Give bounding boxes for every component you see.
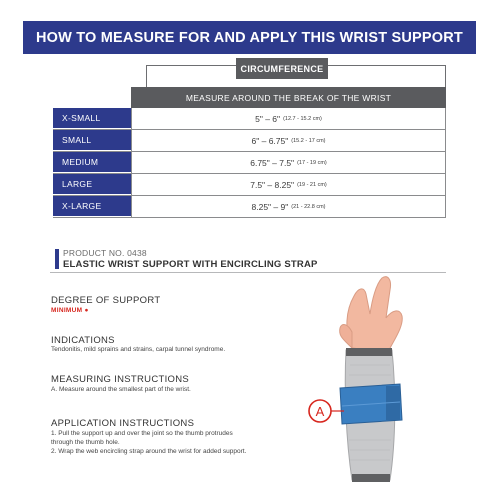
size-value xyxy=(131,196,446,217)
sleeve-bottom-band xyxy=(352,474,390,482)
size-cm: (15.2 - 17 cm) xyxy=(291,137,326,144)
product-accent-bar xyxy=(55,249,59,269)
size-label: LARGE xyxy=(53,174,131,195)
product-title: ELASTIC WRIST SUPPORT WITH ENCIRCLING STRAP xyxy=(63,259,318,270)
size-row xyxy=(53,174,446,196)
size-table xyxy=(53,108,446,218)
indications-title: INDICATIONS xyxy=(51,335,115,346)
application-line-3: 2. Wrap the web encircling strap around the wrist for added support. xyxy=(51,448,247,455)
size-row xyxy=(53,196,446,218)
size-row xyxy=(53,152,446,174)
size-label: X-SMALL xyxy=(53,108,131,129)
size-row xyxy=(53,108,446,130)
size-value xyxy=(131,108,446,129)
support-level: MINIMUM ● xyxy=(51,307,89,314)
size-value xyxy=(131,174,446,195)
application-line-2: through the thumb hole. xyxy=(51,439,120,446)
size-cm: (12.7 - 15.2 cm) xyxy=(283,115,322,122)
sleeve-top-band xyxy=(346,348,392,356)
size-label: SMALL xyxy=(53,130,131,151)
circumference-label: CIRCUMFERENCE xyxy=(236,58,328,79)
size-inches: 6.75" – 7.5" xyxy=(250,157,295,168)
size-cm: (17 - 19 cm) xyxy=(297,159,327,166)
thumb-shape xyxy=(340,325,352,348)
support-title: DEGREE OF SUPPORT xyxy=(51,295,161,306)
size-cm: (21 - 22.8 cm) xyxy=(291,203,326,210)
size-inches: 8.25" – 9" xyxy=(251,201,289,212)
hand-shape xyxy=(347,277,402,352)
size-label: X-LARGE xyxy=(53,196,131,217)
size-value xyxy=(131,152,446,173)
banner-title: HOW TO MEASURE FOR AND APPLY THIS WRIST SUPPORT xyxy=(36,29,463,46)
measure-header: MEASURE AROUND THE BREAK OF THE WRIST xyxy=(131,87,446,108)
measuring-title: MEASURING INSTRUCTIONS xyxy=(51,374,190,385)
product-number: PRODUCT NO. 0438 xyxy=(63,248,147,258)
size-inches: 7.5" – 8.25" xyxy=(250,179,295,190)
size-label: MEDIUM xyxy=(53,152,131,173)
wrist-support-illustration xyxy=(300,270,440,495)
size-row xyxy=(53,130,446,152)
size-inches: 6" – 6.75" xyxy=(251,135,289,146)
size-inches: 5" – 6" xyxy=(255,113,281,124)
title-banner xyxy=(23,21,476,54)
size-cm: (19 - 21 cm) xyxy=(297,181,327,188)
measure-marker-letter: A xyxy=(315,404,325,419)
application-line-1: 1. Pull the support up and over the joint so the thumb protrudes xyxy=(51,430,233,437)
application-title: APPLICATION INSTRUCTIONS xyxy=(51,418,195,429)
measuring-text: A. Measure around the smallest part of the wrist. xyxy=(51,386,191,393)
indications-text: Tendonitis, mild sprains and strains, carpal tunnel syndrome. xyxy=(51,346,226,353)
size-value xyxy=(131,130,446,151)
